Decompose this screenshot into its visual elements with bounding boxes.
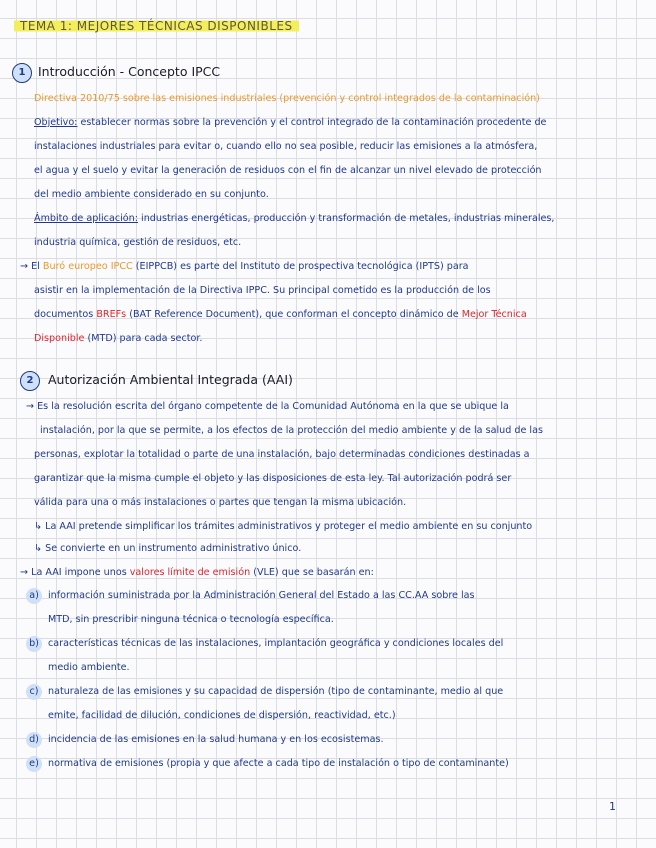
aai-simplify-text: La AAI pretende simplificar los trámites administrativos y proteger el medio ambiente en su conjunto	[45, 521, 533, 532]
aai-instrument-line	[34, 542, 301, 556]
aai-def-text-1: Es la resolución escrita del órgano competente de la Comunidad Autónoma en la que se ubique la	[37, 401, 509, 412]
ambito-label: Ámbito de aplicación:	[34, 213, 138, 224]
item-b-marker: b)	[26, 636, 42, 652]
brefs-mid: (BAT Reference Document), que conforman el concepto dinámico de	[129, 309, 459, 320]
item-e-marker: e)	[26, 756, 42, 772]
aai-def-line-3: personas, explotar la totalidad o parte de una instalación, bajo determinadas condiciones destinadas a	[34, 449, 530, 460]
aai-def-line-4: garantizar que la misma cumple el objeto y las disposiciones de esta ley. Tal autorización podrá ser	[34, 473, 512, 484]
objetivo-line-1	[34, 116, 546, 130]
section-1-heading: Introducción - Concepto IPCC	[38, 64, 221, 79]
mtd-term-2: Disponible	[34, 333, 85, 344]
directiva-line: Directiva 2010/75 sobre las emisiones industriales (prevención y control integrados de la contaminación)	[34, 93, 540, 104]
ambito-line-1	[34, 212, 554, 226]
section-2-heading: Autorización Ambiental Integrada (AAI)	[48, 372, 293, 387]
sub-arrow-icon: ↳	[34, 521, 43, 532]
mtd-post: (MTD) para cada sector.	[87, 333, 203, 344]
sub-arrow-icon: ↳	[34, 543, 43, 554]
eippcb-name: Buró europeo IPCC	[42, 261, 133, 272]
objetivo-line-2: instalaciones industriales para evitar o, cuando ello no sea posible, reducir las emisiones a la atmósfera,	[34, 141, 538, 152]
item-e-line-1: normativa de emisiones (propia y que afecte a cada tipo de instalación o tipo de contaminante)	[48, 758, 509, 769]
aai-def-line-1	[26, 400, 509, 414]
aai-def-line-5: válida para una o más instalaciones o partes que tengan la misma ubicación.	[34, 497, 407, 508]
section-2-number: 2	[20, 371, 40, 391]
section-1-number: 1	[12, 63, 32, 83]
eippcb-post: (EIPPCB) es parte del Instituto de prospectiva tecnológica (IPTS) para	[135, 261, 469, 272]
item-a-line-2: MTD, sin prescribir ninguna técnica o tecnología específica.	[48, 614, 334, 625]
objetivo-line-3: el agua y el suelo y evitar la generación de residuos con el fin de alcanzar un nivel elevado de protección	[34, 165, 542, 176]
eippcb-pre: El	[31, 261, 40, 272]
brefs-pre: documentos	[34, 309, 94, 320]
aai-simplify-line	[34, 520, 532, 534]
item-a-line-1: información suministrada por la Administración General del Estado a las CC.AA sobre las	[48, 590, 475, 601]
page-number: 1	[609, 800, 616, 813]
eippcb-line-2: asistir en la implementación de la Directiva IPPC. Su principal cometido es la producción de los	[34, 285, 491, 296]
item-a-marker: a)	[26, 588, 42, 604]
arrow-icon: →	[20, 261, 29, 272]
page-title: TEMA 1: MEJORES TÉCNICAS DISPONIBLES	[14, 18, 299, 34]
eippcb-line-3	[34, 308, 527, 322]
mtd-term-1: Mejor Técnica	[461, 309, 527, 320]
eippcb-line-1	[20, 260, 469, 274]
vle-pre: La AAI impone unos	[31, 567, 127, 578]
vle-post: (VLE) que se basarán en:	[253, 567, 374, 578]
vle-line	[20, 566, 374, 580]
eippcb-line-4	[34, 332, 202, 346]
item-d-line-1: incidencia de las emisiones en la salud humana y en los ecosistemas.	[48, 734, 384, 745]
aai-instrument-text: Se convierte en un instrumento administrativo único.	[45, 543, 302, 554]
aai-def-line-2: instalación, por la que se permite, a los efectos de la protección del medio ambiente y de la salud de las	[40, 425, 543, 436]
objetivo-text-1: establecer normas sobre la prevención y el control integrado de la contaminación procedente de	[80, 117, 547, 128]
item-c-marker: c)	[26, 684, 42, 700]
ambito-text-1: industrias energéticas, producción y transformación de metales, industrias minerales,	[141, 213, 555, 224]
item-d-marker: d)	[26, 732, 42, 748]
item-c-line-1: naturaleza de las emisiones y su capacidad de dispersión (tipo de contaminante, medio al que	[48, 686, 504, 697]
brefs-term: BREFs	[96, 309, 127, 320]
vle-term: valores límite de emisión	[129, 567, 251, 578]
item-b-line-2: medio ambiente.	[48, 662, 130, 673]
arrow-icon: →	[20, 567, 29, 578]
item-c-line-2: emite, facilidad de dilución, condiciones de dispersión, reactividad, etc.)	[48, 710, 396, 721]
ambito-line-2: industria química, gestión de residuos, etc.	[34, 237, 242, 248]
arrow-icon: →	[26, 401, 35, 412]
objetivo-label: Objetivo:	[34, 117, 78, 128]
item-b-line-1: características técnicas de las instalaciones, implantación geográfica y condiciones locales del	[48, 638, 504, 649]
objetivo-line-4: del medio ambiente considerado en su conjunto.	[34, 189, 269, 200]
